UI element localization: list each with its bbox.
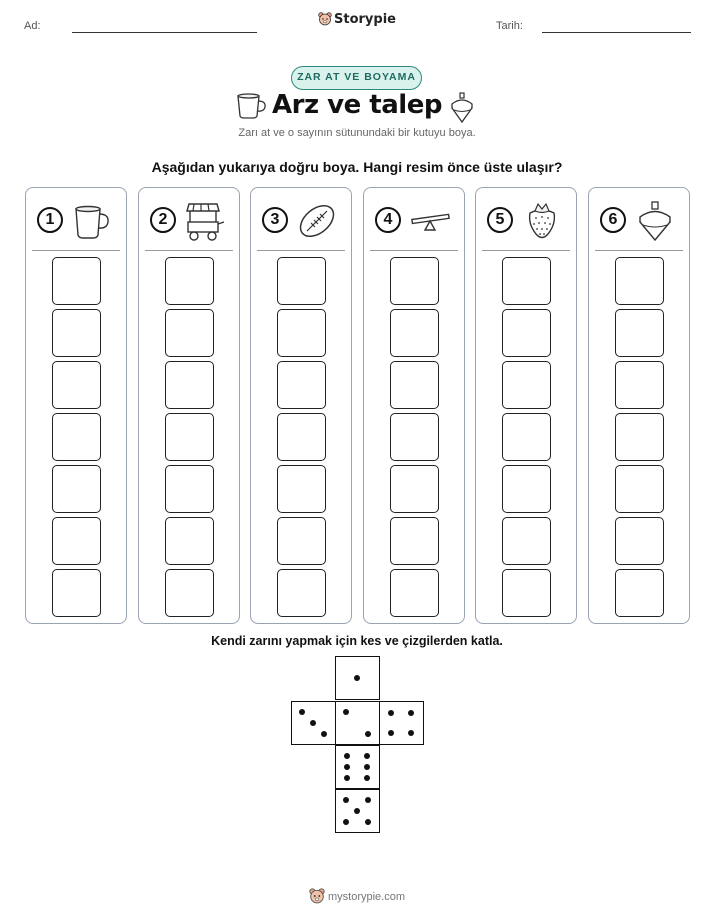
coloring-box[interactable] [615, 517, 664, 565]
coloring-box[interactable] [502, 569, 551, 617]
market-cart-icon [184, 200, 226, 242]
column-divider [482, 250, 570, 251]
date-label: Tarih: [496, 20, 523, 32]
die-pip [365, 731, 371, 737]
brand-name: Storypie [334, 12, 396, 27]
column-divider [595, 250, 683, 251]
coloring-box[interactable] [615, 309, 664, 357]
column-divider [370, 250, 458, 251]
coloring-box[interactable] [165, 517, 214, 565]
die-pip [364, 775, 370, 781]
coloring-box[interactable] [277, 309, 326, 357]
coloring-box[interactable] [277, 465, 326, 513]
die-pip [343, 819, 349, 825]
die-pip [388, 730, 394, 736]
coloring-box[interactable] [502, 361, 551, 409]
coloring-box[interactable] [390, 257, 439, 305]
coloring-box[interactable] [277, 361, 326, 409]
spinning-top-icon [634, 200, 676, 242]
coloring-box[interactable] [615, 569, 664, 617]
column-number: 6 [600, 207, 626, 233]
column-number: 1 [37, 207, 63, 233]
column-divider [145, 250, 233, 251]
coloring-box[interactable] [165, 309, 214, 357]
page-title: Arz ve talep [272, 90, 442, 120]
die-pip [388, 710, 394, 716]
die-face-3 [291, 701, 336, 745]
coloring-box[interactable] [52, 413, 101, 461]
column-2 [138, 187, 240, 624]
die-pip [365, 797, 371, 803]
cup-icon [71, 200, 113, 242]
footer-url: mystorypie.com [327, 891, 406, 903]
column-header [26, 188, 126, 252]
column-5 [475, 187, 577, 624]
coloring-box[interactable] [277, 569, 326, 617]
coloring-box[interactable] [52, 309, 101, 357]
coloring-box[interactable] [165, 413, 214, 461]
die-pip [344, 775, 350, 781]
instruction: Aşağıdan yukarıya doğru boya. Hangi resim önce üste ulaşır? [151, 159, 563, 175]
coloring-box[interactable] [390, 413, 439, 461]
column-3 [250, 187, 352, 624]
coloring-box[interactable] [52, 569, 101, 617]
coloring-box[interactable] [165, 465, 214, 513]
column-6 [588, 187, 690, 624]
coloring-box[interactable] [615, 361, 664, 409]
coloring-box[interactable] [390, 309, 439, 357]
bear-icon [309, 888, 325, 904]
name-line [72, 32, 257, 33]
coloring-box[interactable] [165, 257, 214, 305]
strawberry-icon [521, 200, 563, 242]
column-divider [257, 250, 345, 251]
date-line [542, 32, 691, 33]
brand-logo [0, 12, 714, 27]
die-face-2 [335, 701, 380, 745]
die-face-4 [379, 701, 424, 745]
die-face-5 [335, 789, 380, 833]
column-number: 4 [375, 207, 401, 233]
coloring-box[interactable] [277, 517, 326, 565]
coloring-box[interactable] [390, 465, 439, 513]
coloring-box[interactable] [52, 517, 101, 565]
coloring-box[interactable] [165, 361, 214, 409]
coloring-box[interactable] [615, 465, 664, 513]
column-header [589, 188, 689, 252]
die-pip [343, 797, 349, 803]
die-pip [364, 764, 370, 770]
die-pip [408, 730, 414, 736]
coloring-box[interactable] [390, 361, 439, 409]
column-4 [363, 187, 465, 624]
bear-icon [318, 12, 332, 26]
activity-badge: ZAR AT VE BOYAMA [291, 66, 422, 90]
column-header [476, 188, 576, 252]
die-pip [299, 709, 305, 715]
footer [0, 888, 714, 904]
coloring-box[interactable] [390, 517, 439, 565]
football-icon [296, 200, 338, 242]
die-pip [310, 720, 316, 726]
column-number: 2 [150, 207, 176, 233]
column-number: 3 [262, 207, 288, 233]
die-pip [321, 731, 327, 737]
coloring-box[interactable] [615, 257, 664, 305]
die-pip [344, 753, 350, 759]
coloring-box[interactable] [52, 257, 101, 305]
column-divider [32, 250, 120, 251]
spinning-top-icon [450, 92, 474, 124]
coloring-box[interactable] [52, 361, 101, 409]
die-pip [408, 710, 414, 716]
die-pip [344, 764, 350, 770]
name-label: Ad: [24, 20, 41, 32]
coloring-box[interactable] [502, 413, 551, 461]
column-number: 5 [487, 207, 513, 233]
coloring-box[interactable] [52, 465, 101, 513]
coloring-box[interactable] [277, 413, 326, 461]
coloring-box[interactable] [390, 569, 439, 617]
column-header [139, 188, 239, 252]
die-face-1 [335, 656, 380, 700]
die-face-6 [335, 745, 380, 789]
subtitle: Zarı at ve o sayının sütunundaki bir kutuyu boya. [238, 127, 476, 139]
coloring-box[interactable] [502, 309, 551, 357]
die-pip [365, 819, 371, 825]
die-pip [343, 709, 349, 715]
seesaw-icon [409, 200, 451, 242]
coloring-box[interactable] [502, 517, 551, 565]
column-header [364, 188, 464, 252]
column-1 [25, 187, 127, 624]
coloring-box[interactable] [502, 465, 551, 513]
die-pip [354, 808, 360, 814]
coloring-box[interactable] [165, 569, 214, 617]
coloring-box[interactable] [502, 257, 551, 305]
die-pip [354, 675, 360, 681]
cutout-instruction: Kendi zarını yapmak için kes ve çizgilerden katla. [211, 634, 503, 648]
column-header [251, 188, 351, 252]
coloring-box[interactable] [277, 257, 326, 305]
coloring-box[interactable] [615, 413, 664, 461]
die-pip [364, 753, 370, 759]
